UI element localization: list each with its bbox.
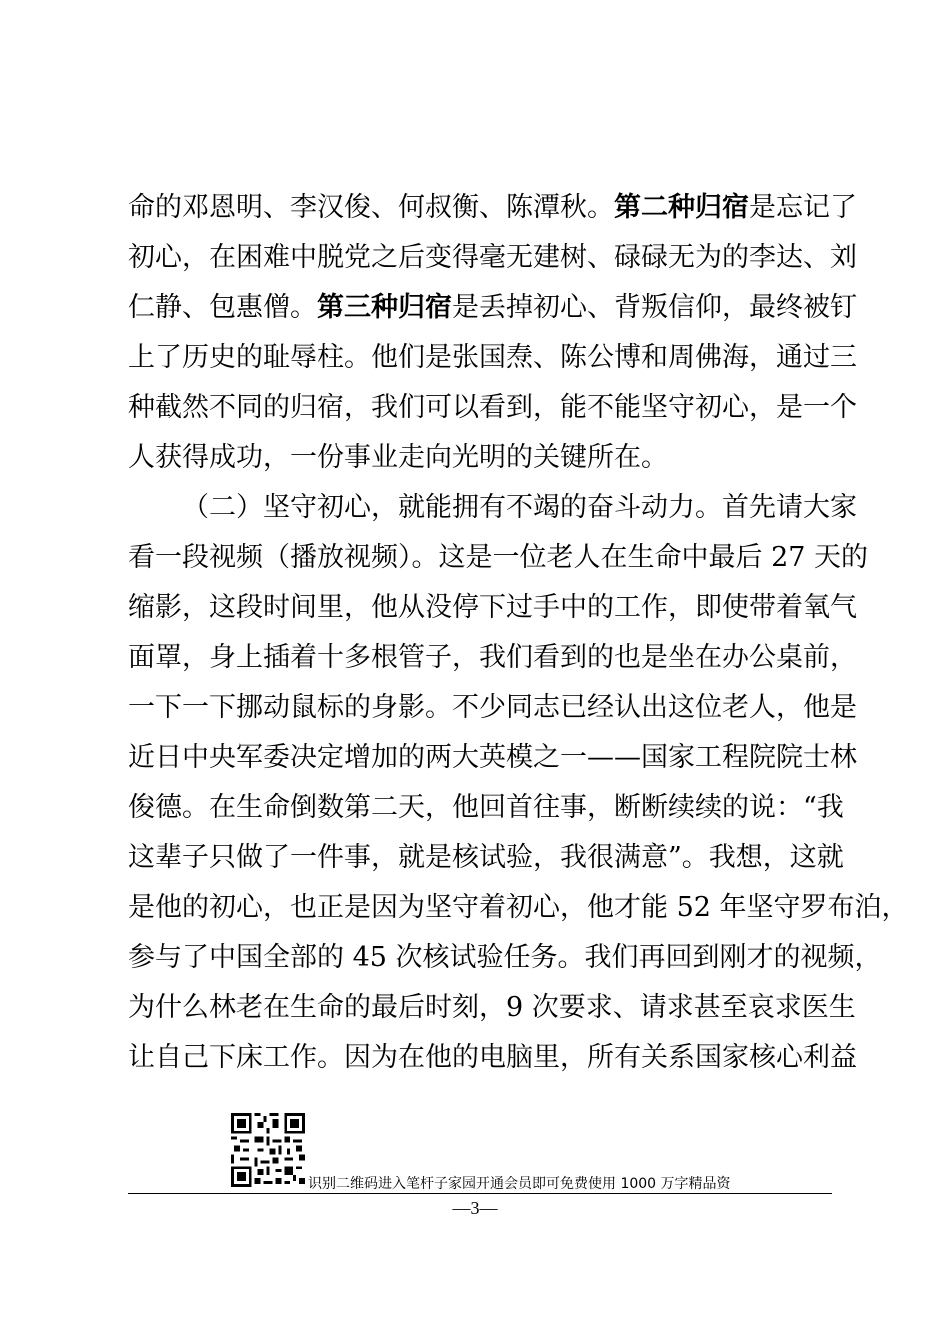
footer-divider (128, 1193, 832, 1194)
qr-code-icon[interactable] (231, 1113, 305, 1187)
text-line-15: 是他的初心，也正是因为坚守着初心，他才能 52 年坚守罗布泊， (128, 892, 909, 923)
text-line-10: 面罩，身上插着十多根管子，我们看到的也是坐在办公桌前， (128, 642, 857, 673)
text-line-6: 人获得成功，一份事业走向光明的关键所在。 (128, 442, 668, 473)
emphasis-second-fate: 第二种归宿 (614, 192, 749, 223)
text-line-1: 命的邓恩明、李汉俊、何叔衡、陈潭秋。第二种归宿是忘记了 (128, 192, 857, 223)
page-number: —3— (452, 1198, 498, 1218)
text-line-5: 种截然不同的归宿，我们可以看到，能不能坚守初心，是一个 (128, 392, 857, 423)
text-line-3: 仁静、包惠僧。第三种归宿是丢掉初心、背叛信仰，最终被钉 (128, 292, 857, 323)
text-line-2: 初心，在困难中脱党之后变得毫无建树、碌碌无为的李达、刘 (128, 242, 857, 273)
emphasis-third-fate: 第三种归宿 (317, 292, 452, 323)
text-line-12: 近日中央军委决定增加的两大英模之一——国家工程院院士林 (128, 742, 857, 773)
text-line-8: 看一段视频（播放视频）。这是一位老人在生命中最后 27 天的 (128, 542, 869, 573)
text-line-18: 让自己下床工作。因为在他的电脑里，所有关系国家核心利益 (128, 1042, 857, 1073)
text-line-13: 俊德。在生命倒数第二天，他回首往事，断断续续的说：“我 (128, 792, 844, 823)
text-line-9: 缩影，这段时间里，他从没停下过手中的工作，即使带着氧气 (128, 592, 857, 623)
section-heading-line: （二）坚守初心，就能拥有不竭的奋斗动力。首先请大家 (182, 492, 857, 523)
text-line-17: 为什么林老在生命的最后时刻，9 次要求、请求甚至哀求医生 (128, 992, 856, 1023)
footer-promo-text: 识别二维码进入笔杆子家园开通会员即可免费使用 1000 万字精品资 (308, 1176, 731, 1192)
text-line-14: 这辈子只做了一件事，就是核试验，我很满意”。我想，这就 (128, 842, 844, 873)
text-line-4: 上了历史的耻辱柱。他们是张国焘、陈公博和周佛海，通过三 (128, 342, 857, 373)
text-line-16: 参与了中国全部的 45 次核试验任务。我们再回到刚才的视频， (128, 942, 882, 973)
text-line-11: 一下一下挪动鼠标的身影。不少同志已经认出这位老人，他是 (128, 692, 857, 723)
